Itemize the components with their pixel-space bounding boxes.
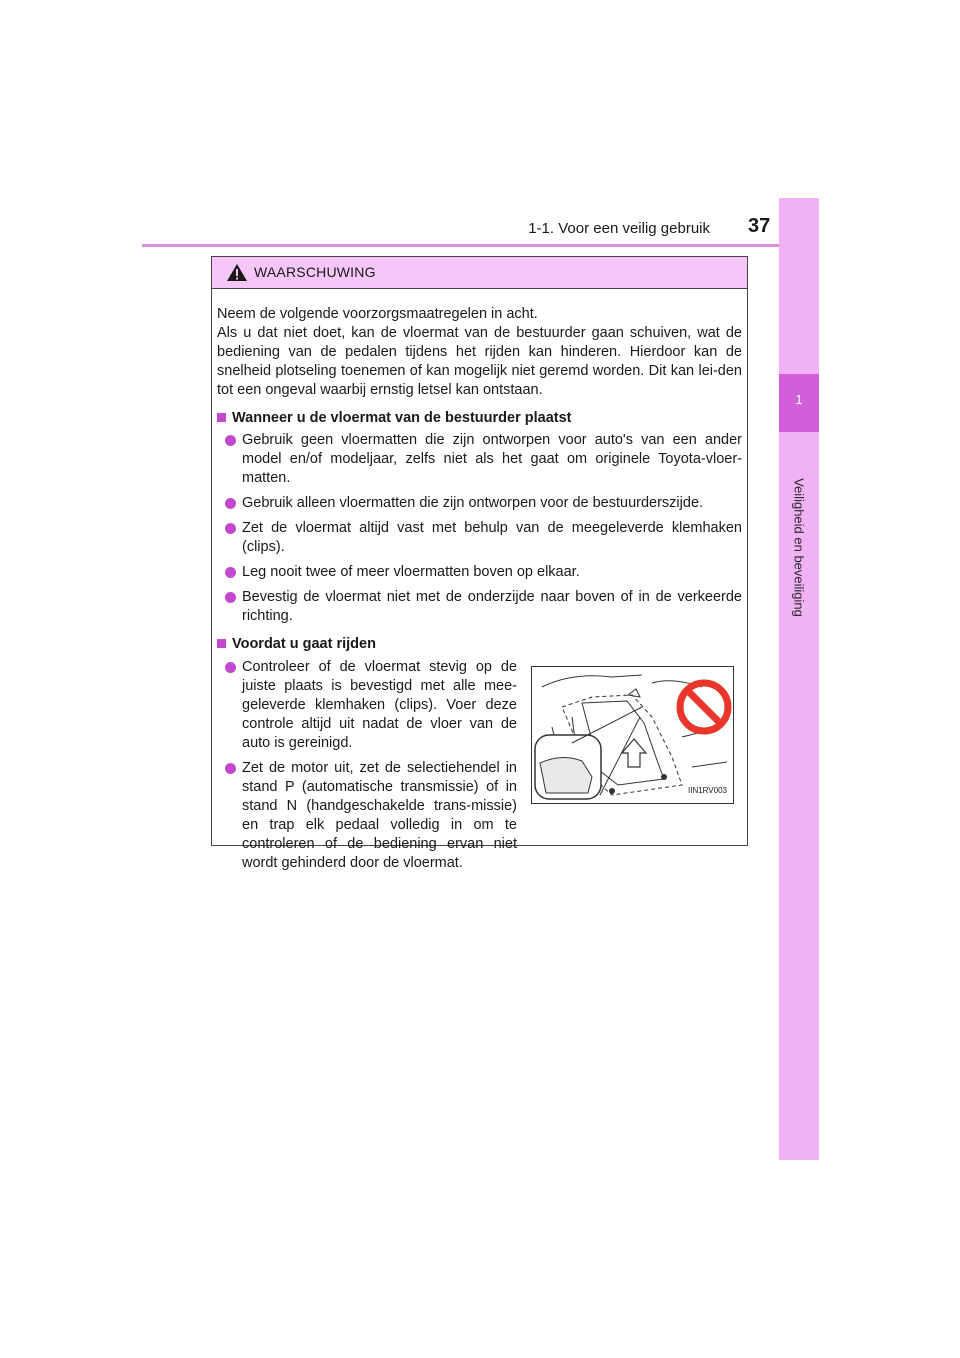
warning-box	[211, 256, 748, 871]
list-item-text: Leg nooit twee of meer vloermatten boven op elkaar.	[242, 564, 580, 580]
chapter-title: Veiligheid en beveiliging	[791, 478, 807, 617]
list-item-text: Controleer of de vloermat stevig op de juiste plaats is bevestigd met alle mee-geleverde klemhaken (clips). Voer deze controle altijd uit nadat de vloer van de auto is gereinigd.	[242, 659, 517, 751]
warning-triangle-icon	[226, 263, 248, 282]
list-item	[225, 519, 742, 557]
section-heading-before-driving	[217, 635, 742, 654]
before-driving-content	[217, 658, 742, 879]
chapter-side-tab	[779, 198, 819, 1160]
round-bullet-icon	[225, 498, 236, 509]
list-item-text: Zet de motor uit, zet de selectiehendel in stand P (automatische transmissie) of in stand N (handgeschakelde trans-missie) en trap elk pedaal volledig in om te controleren of de bediening ervan niet wordt gehinderd door de vloermat.	[242, 760, 517, 871]
before-driving-list	[217, 658, 517, 879]
intro-line-1: Neem de volgende voorzorgsmaatregelen in acht.	[217, 306, 538, 322]
warning-body	[212, 289, 747, 879]
list-item	[225, 658, 517, 753]
list-item-text: Zet de vloermat altijd vast met behulp van de meegeleverde klemhaken (clips).	[242, 520, 742, 555]
list-item-text: Gebruik geen vloermatten die zijn ontworpen voor auto's van een ander model en/of modeljaar, zelfs niet als het gaat om originele Toyota-vloer-matten.	[242, 432, 742, 486]
list-item	[225, 588, 742, 626]
floor-mat-illustration	[531, 666, 734, 804]
square-bullet-icon	[217, 413, 226, 422]
list-item-text: Bevestig de vloermat niet met de onderzijde naar boven of in de verkeerde richting.	[242, 589, 742, 624]
list-item	[225, 563, 742, 582]
section-heading-text: Voordat u gaat rijden	[232, 636, 376, 652]
chapter-number: 1	[795, 392, 803, 407]
round-bullet-icon	[225, 523, 236, 534]
list-item-text: Gebruik alleen vloermatten die zijn ontworpen voor de bestuurderszijde.	[242, 495, 704, 511]
warning-intro	[217, 305, 742, 400]
header-rule	[142, 244, 819, 247]
page-number: 37	[748, 215, 771, 237]
round-bullet-icon	[225, 592, 236, 603]
square-bullet-icon	[217, 639, 226, 648]
round-bullet-icon	[225, 662, 236, 673]
warning-title: WAARSCHUWING	[254, 264, 376, 280]
figure-code: IIN1RV003	[688, 786, 727, 795]
list-item	[225, 431, 742, 488]
round-bullet-icon	[225, 567, 236, 578]
round-bullet-icon	[225, 435, 236, 446]
list-item	[225, 494, 742, 513]
section-title: 1-1. Voor een veilig gebruik	[528, 220, 710, 237]
list-item	[225, 759, 517, 873]
warning-header	[212, 257, 747, 289]
intro-line-2: Als u dat niet doet, kan de vloermat van de bestuurder gaan schuiven, wat de bediening van de pedalen tijdens het rijden kan hinderen. Hierdoor kan de snelheid plotseling toenemen of kan mogelijk niet geremd worden. Dit kan lei-den tot een ongeval waarbij ernstig letsel kan ontstaan.	[217, 325, 742, 398]
section-heading-text: Wanneer u de vloermat van de bestuurder plaatst	[232, 410, 572, 426]
section-heading-placing	[217, 409, 742, 428]
round-bullet-icon	[225, 763, 236, 774]
